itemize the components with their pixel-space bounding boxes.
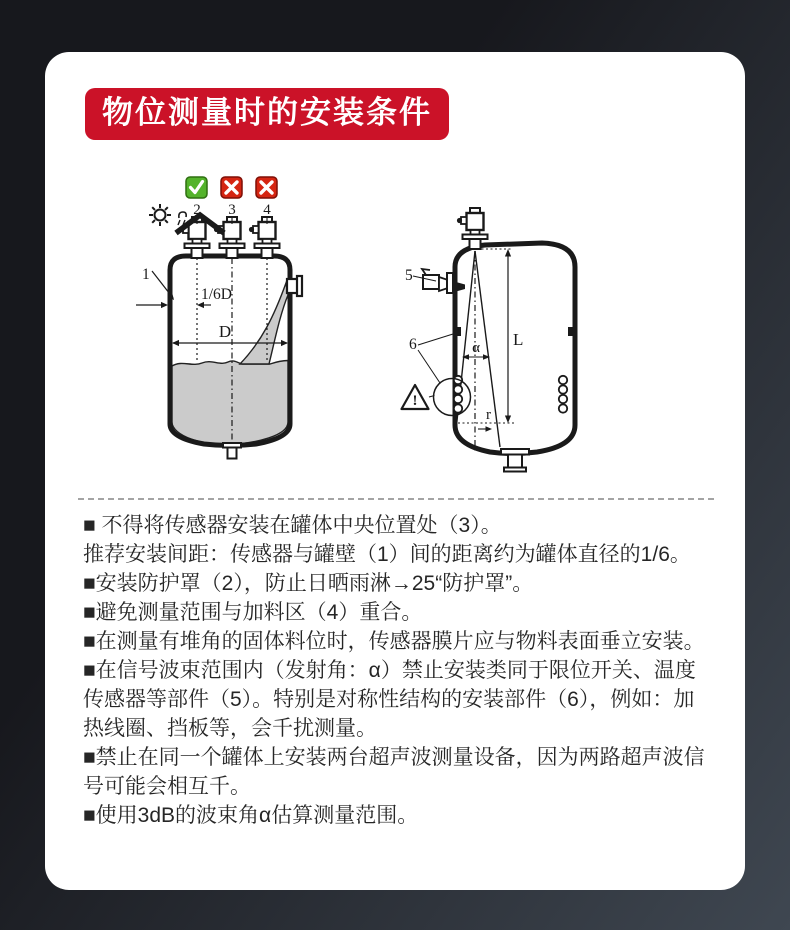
heating-coil-right [559, 376, 567, 413]
warning-exclamation: ! [412, 393, 418, 409]
sensor-icon [214, 217, 245, 258]
limit-switch-icon [422, 269, 465, 293]
sun-icon [149, 204, 171, 226]
radius-dim-label: r [486, 407, 491, 423]
arrowhead [486, 426, 493, 431]
callout-3: 3 [228, 202, 236, 218]
note-line: ■在测量有堆角的固体料位时，传感器膜片应与物料表面垂立安装。 [83, 630, 705, 653]
diameter-dim-label: D [218, 322, 232, 341]
wall-fitting [456, 327, 461, 336]
note-line: ■禁止在同一个罐体上安装两台超声波测量设备，因为两路超声波信号可能会相互千。 [83, 746, 705, 798]
callout-leader [418, 350, 440, 383]
angle-dim-label: α [472, 340, 480, 356]
arrowhead [161, 302, 168, 308]
inflow-stream [240, 283, 288, 364]
left-tank-diagram [122, 166, 327, 488]
arrowhead [281, 340, 288, 346]
callout-leader [418, 334, 453, 345]
note-line: ■安装防护罩（2），防止日晒雨淋→25“防护罩”。 [83, 572, 534, 595]
note-line: ■在信号波束范围内（发射角：α）禁止安装类同于限位开关、温度传感器等部件（5）。特别是对称性结构的安装部件（6），例如：加热线圈、挡板等，会千扰测量。 [83, 659, 696, 740]
cross-icon [256, 177, 277, 198]
callout-2: 2 [193, 202, 201, 218]
spacing-dim-label: 1/6D [201, 286, 232, 303]
bottom-nozzle [501, 449, 529, 472]
dashed-divider [78, 498, 714, 500]
material-fill [172, 361, 288, 445]
callout-5: 5 [405, 267, 413, 284]
cross-icon [221, 177, 242, 198]
note-line: ■ 不得将传感器安装在罐体中央位置处（3）。 [83, 514, 502, 537]
note-line: 推荐安装间距：传感器与罐壁（1）间的距离约为罐体直径的1/6。 [83, 543, 691, 566]
installation-notes [83, 511, 713, 830]
length-dim-label: L [513, 330, 524, 349]
section-title: 物位测量时的安装条件 [102, 95, 432, 130]
note-line: ■使用3dB的波束角α估算测量范围。 [83, 804, 419, 827]
arrowhead [505, 249, 511, 257]
arrowhead [505, 416, 511, 424]
right-tank-diagram [392, 183, 607, 483]
section-title-banner [85, 88, 449, 140]
content-card [45, 52, 745, 890]
callout-4: 4 [263, 202, 271, 218]
highlight-circle [434, 379, 471, 416]
callout-1: 1 [142, 266, 150, 283]
inlet-pipe [287, 276, 302, 296]
note-line: ■避免测量范围与加料区（4）重合。 [83, 601, 423, 624]
arrowhead [172, 340, 179, 346]
bottom-nozzle [223, 443, 241, 459]
wall-fitting [568, 327, 573, 336]
sensor-icon [249, 217, 280, 258]
check-icon [186, 177, 207, 198]
callout-6: 6 [409, 336, 417, 353]
